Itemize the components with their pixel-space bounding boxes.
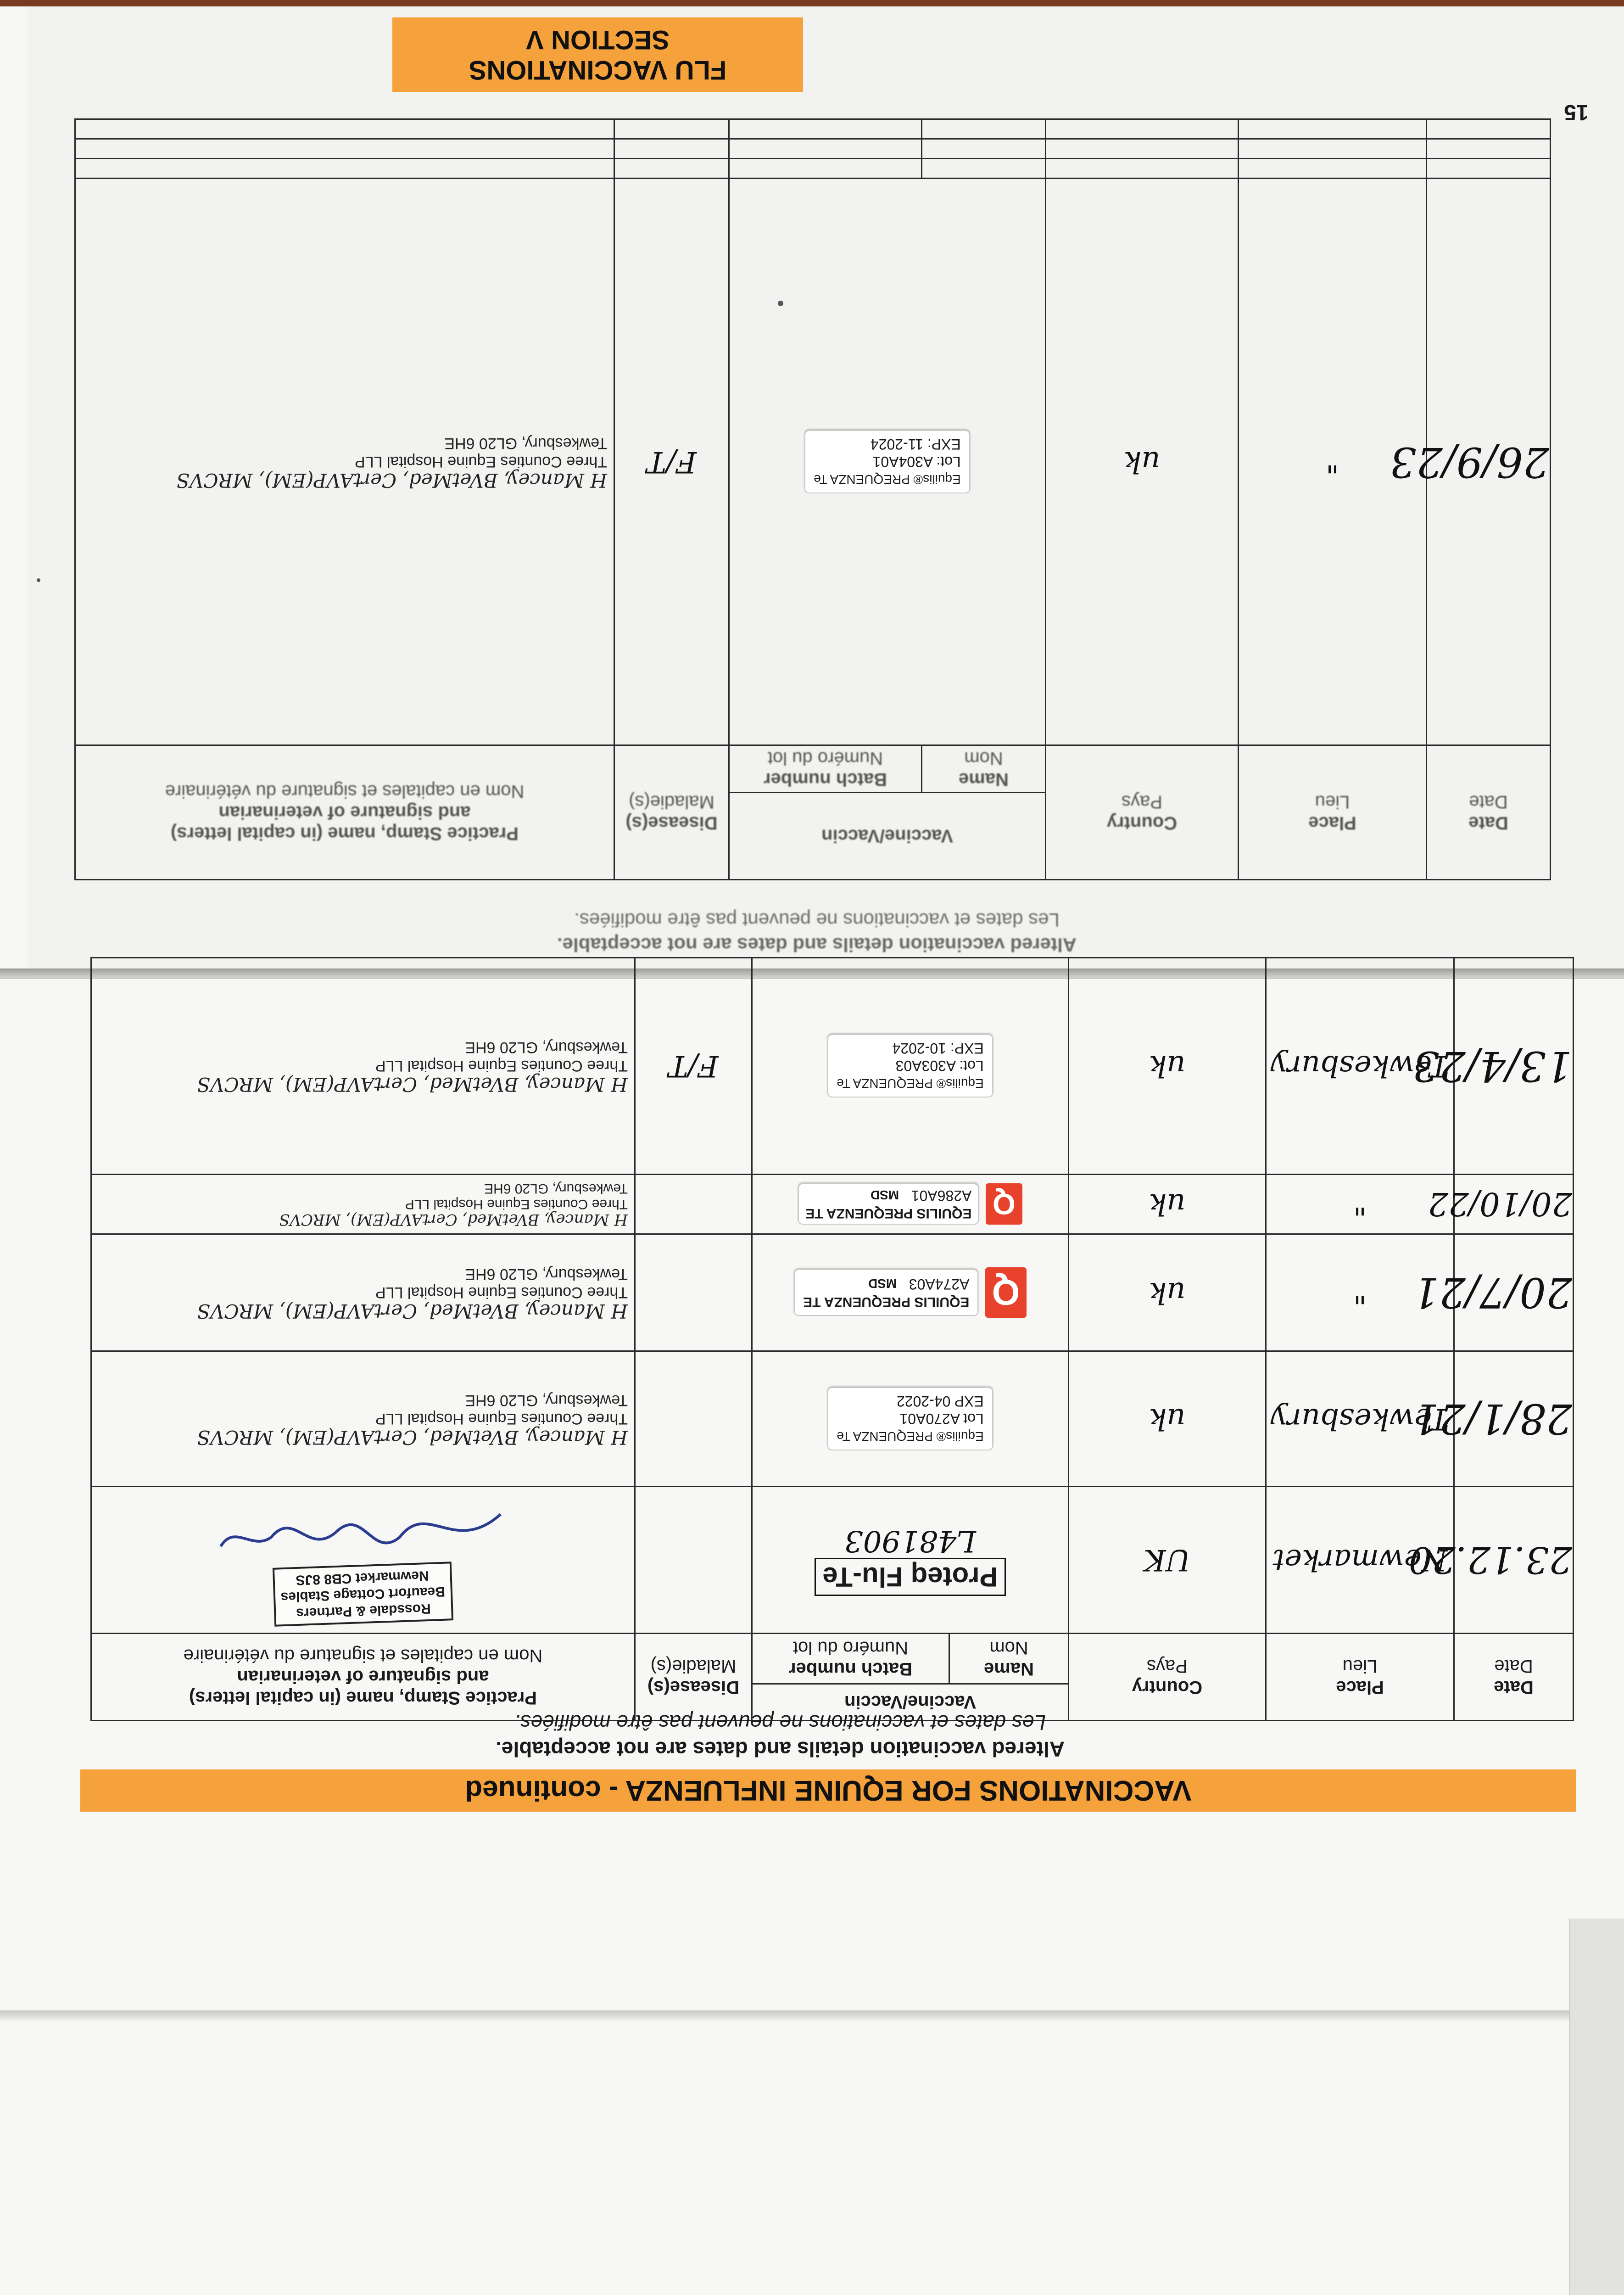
vet-stamp (91, 1234, 635, 1351)
stamp-practice: Three Counties Equine Hospital LLP (355, 453, 607, 471)
table-row (91, 1351, 1574, 1487)
table-row (91, 1234, 1574, 1351)
stamp-vet: H Mancey, BVetMed, CertAVP(EM), MRCVS (176, 469, 607, 492)
notice-fr: Les dates et vaccinations ne peuvent pas être modifiées. (514, 1711, 1046, 1735)
row-place: " (1239, 179, 1427, 745)
header-stamp: Practice Stamp, name (in capital letters) and signature of veterinarian Nom en capitales et signature du vétérinaire (75, 745, 614, 880)
top-notice (496, 907, 1138, 957)
label-exp-caption: EXP: (927, 436, 961, 453)
header-stamp: Practice Stamp, name (in capital letters) and signature of veterinarian Nom en capitales et signature du vétérinaire (91, 1634, 635, 1721)
row-vaccine-label-cell (752, 958, 1069, 1175)
label-brand: Equilis® PREQUENZA Te (837, 1076, 984, 1091)
header-name: Name Nom (922, 745, 1046, 793)
stamp-line-2: Beaufort Cottage Stables (280, 1584, 446, 1605)
practice-box-stamp (273, 1562, 454, 1627)
row-country: uk (1069, 1351, 1266, 1487)
msd-logo: MSD (870, 1188, 899, 1203)
msd-logo: MSD (868, 1276, 897, 1291)
row-vaccine-label-cell (752, 1234, 1069, 1351)
row-date: 20/10/22 (1454, 1175, 1574, 1234)
row-place: " (1266, 1175, 1454, 1234)
table-row-empty (75, 159, 1551, 179)
vet-stamp (91, 958, 635, 1175)
vaccine-label (827, 1035, 993, 1098)
row-place: " (1266, 1234, 1454, 1351)
page-number: 15 (1564, 100, 1589, 125)
label-lot-caption: Lot (963, 1411, 984, 1427)
header-place: Place Lieu (1266, 1634, 1454, 1721)
label-lot: A303A03 (895, 1058, 956, 1075)
row-disease: F/T (635, 958, 752, 1175)
notice-en: Altered vaccination details and dates are not acceptable. (557, 934, 1077, 956)
ink-speck (37, 578, 40, 582)
header-date: Date Date (1454, 1634, 1574, 1721)
label-lot-caption: Lot: (936, 453, 961, 470)
row-country: uk (1046, 179, 1239, 745)
label-exp: 11-2024 (870, 436, 923, 453)
header-batch: Batch number Numéro du lot (752, 1634, 949, 1684)
row-disease (635, 1351, 752, 1487)
q-logo: Q (985, 1267, 1027, 1318)
tab-line-2: SECTION V (526, 25, 670, 55)
stamp-practice: Three Counties Equine Hospital LLP (375, 1284, 628, 1301)
stamp-practice: Three Counties Equine Hospital LLP (405, 1197, 628, 1212)
label-product: EQUILIS PREQUENZA TE (805, 1206, 972, 1221)
stamp-practice: Three Counties Equine Hospital LLP (375, 1057, 628, 1075)
header-place: Place Lieu (1239, 745, 1427, 880)
header-country: Country Pays (1046, 745, 1239, 880)
vaccine-label (794, 1269, 978, 1316)
vet-stamp (91, 1487, 635, 1634)
row-date: 26/9/23 (1427, 179, 1551, 745)
ink-speck (778, 301, 783, 306)
table-row (91, 1487, 1574, 1634)
stamp-town: Tewkesbury, GL20 6HE (484, 1181, 628, 1197)
stamp-line-1: Rossdale & Partners (296, 1601, 431, 1621)
vaccine-label (827, 1387, 993, 1450)
header-date: Date Date (1427, 745, 1551, 880)
row-date: 20/7/21 (1454, 1234, 1574, 1351)
header-batch: Batch number Numéro du lot (729, 745, 922, 793)
label-lot: A274A03 (909, 1276, 970, 1293)
label-exp: 10-2024 (892, 1040, 946, 1057)
row-disease (635, 1175, 752, 1234)
row-date: 13/4/23 (1454, 958, 1574, 1175)
vaccine-label (804, 430, 970, 493)
row-vaccine-cell (752, 1487, 1069, 1634)
cover-strip (1569, 1919, 1624, 2295)
table-row (91, 1175, 1574, 1234)
q-logo: Q (986, 1184, 1022, 1225)
row-vaccine-label-cell (729, 179, 1046, 745)
stamp-vet: H Mancey, BVetMed, CertAVP(EM), MRCVS (197, 1426, 628, 1449)
bottom-vaccination-table (92, 957, 1574, 1721)
table-row (75, 179, 1551, 745)
stamp-vet: H Mancey, BVetMed, CertAVP(EM), MRCVS (279, 1210, 628, 1229)
stamp-town: Tewkesbury, GL20 6HE (465, 1039, 628, 1057)
stamp-practice: Three Counties Equine Hospital LLP (375, 1410, 628, 1427)
table-row (91, 958, 1574, 1175)
row-country: uk (1069, 1234, 1266, 1351)
label-exp-caption: EXP (954, 1393, 984, 1410)
tab-line-1: FLU VACCINATIONS (469, 55, 727, 85)
label-exp: 04-2022 (896, 1393, 951, 1410)
label-lot: A286A01 (911, 1187, 972, 1204)
row-country: uk (1069, 958, 1266, 1175)
signature (216, 1496, 510, 1565)
header-name: Name Nom (949, 1634, 1069, 1684)
table-row-empty (75, 119, 1551, 139)
stamp-town: Tewkesbury, GL20 6HE (444, 435, 607, 453)
label-lot: A270A01 (899, 1411, 960, 1427)
row-disease (635, 1234, 752, 1351)
bottom-notice (298, 1703, 1262, 1763)
row-place: Newmarket (1266, 1487, 1454, 1634)
equine-influenza-tab: VACCINATIONS FOR EQUINE INFLUENZA - continued (80, 1769, 1576, 1812)
scan-edge (0, 0, 1624, 6)
header-vaccine: Vaccine/Vaccin (752, 1684, 1069, 1721)
vet-stamp (75, 179, 614, 745)
stamp-town: Tewkesbury, GL20 6HE (465, 1392, 628, 1409)
row-place: Tewkesbury (1266, 958, 1454, 1175)
row-place: Tewkesbury (1266, 1351, 1454, 1487)
vet-stamp (91, 1175, 635, 1234)
row-disease (635, 1487, 752, 1634)
label-lot-caption: Lot: (959, 1058, 984, 1075)
notice-fr: Les dates et vaccinations ne peuvent pas être modifiées. (574, 909, 1060, 931)
label-lot: A304A01 (872, 453, 933, 470)
header-disease: Disease(s) Maladie(s) (614, 745, 729, 880)
label-exp-caption: EXP: (950, 1040, 984, 1057)
header-disease: Disease(s) Maladie(s) (635, 1634, 752, 1721)
card-edge-shadow (0, 2010, 1624, 2021)
header-country: Country Pays (1069, 1634, 1266, 1721)
label-brand: Equilis® PREQUENZA Te (837, 1429, 984, 1444)
stamp-town: Tewkesbury, GL20 6HE (465, 1265, 628, 1283)
row-country: uk (1069, 1175, 1266, 1234)
row-country: UK (1069, 1487, 1266, 1634)
label-brand: Equilis® PREQUENZA Te (814, 472, 961, 487)
top-vaccination-table (76, 118, 1551, 880)
vet-stamp (91, 1351, 635, 1487)
stamp-line-3: Newmarket CB8 8JS (296, 1568, 430, 1588)
stamp-vet: H Mancey, BVetMed, CertAVP(EM), MRCVS (197, 1300, 628, 1322)
row-vaccine-label-cell (752, 1351, 1069, 1487)
row-disease: F/T (614, 179, 729, 745)
header-vaccine: Vaccine/Vaccin (729, 793, 1046, 880)
notice-en: Altered vaccination details and dates are not acceptable. (496, 1737, 1065, 1761)
row-date: 23.12.20 (1454, 1487, 1574, 1634)
table-row-empty (75, 139, 1551, 159)
row-batch: L481903 (844, 1524, 976, 1558)
product-stamp: Proteq Flu-Te (815, 1558, 1005, 1596)
stamp-vet: H Mancey, BVetMed, CertAVP(EM), MRCVS (197, 1073, 628, 1096)
vaccine-label (798, 1184, 979, 1225)
flu-vaccinations-tab (392, 17, 803, 92)
row-date: 28/1/21 (1454, 1351, 1574, 1487)
row-vaccine-label-cell (752, 1175, 1069, 1234)
label-product: EQUILIS PREQUENZA TE (803, 1294, 970, 1310)
